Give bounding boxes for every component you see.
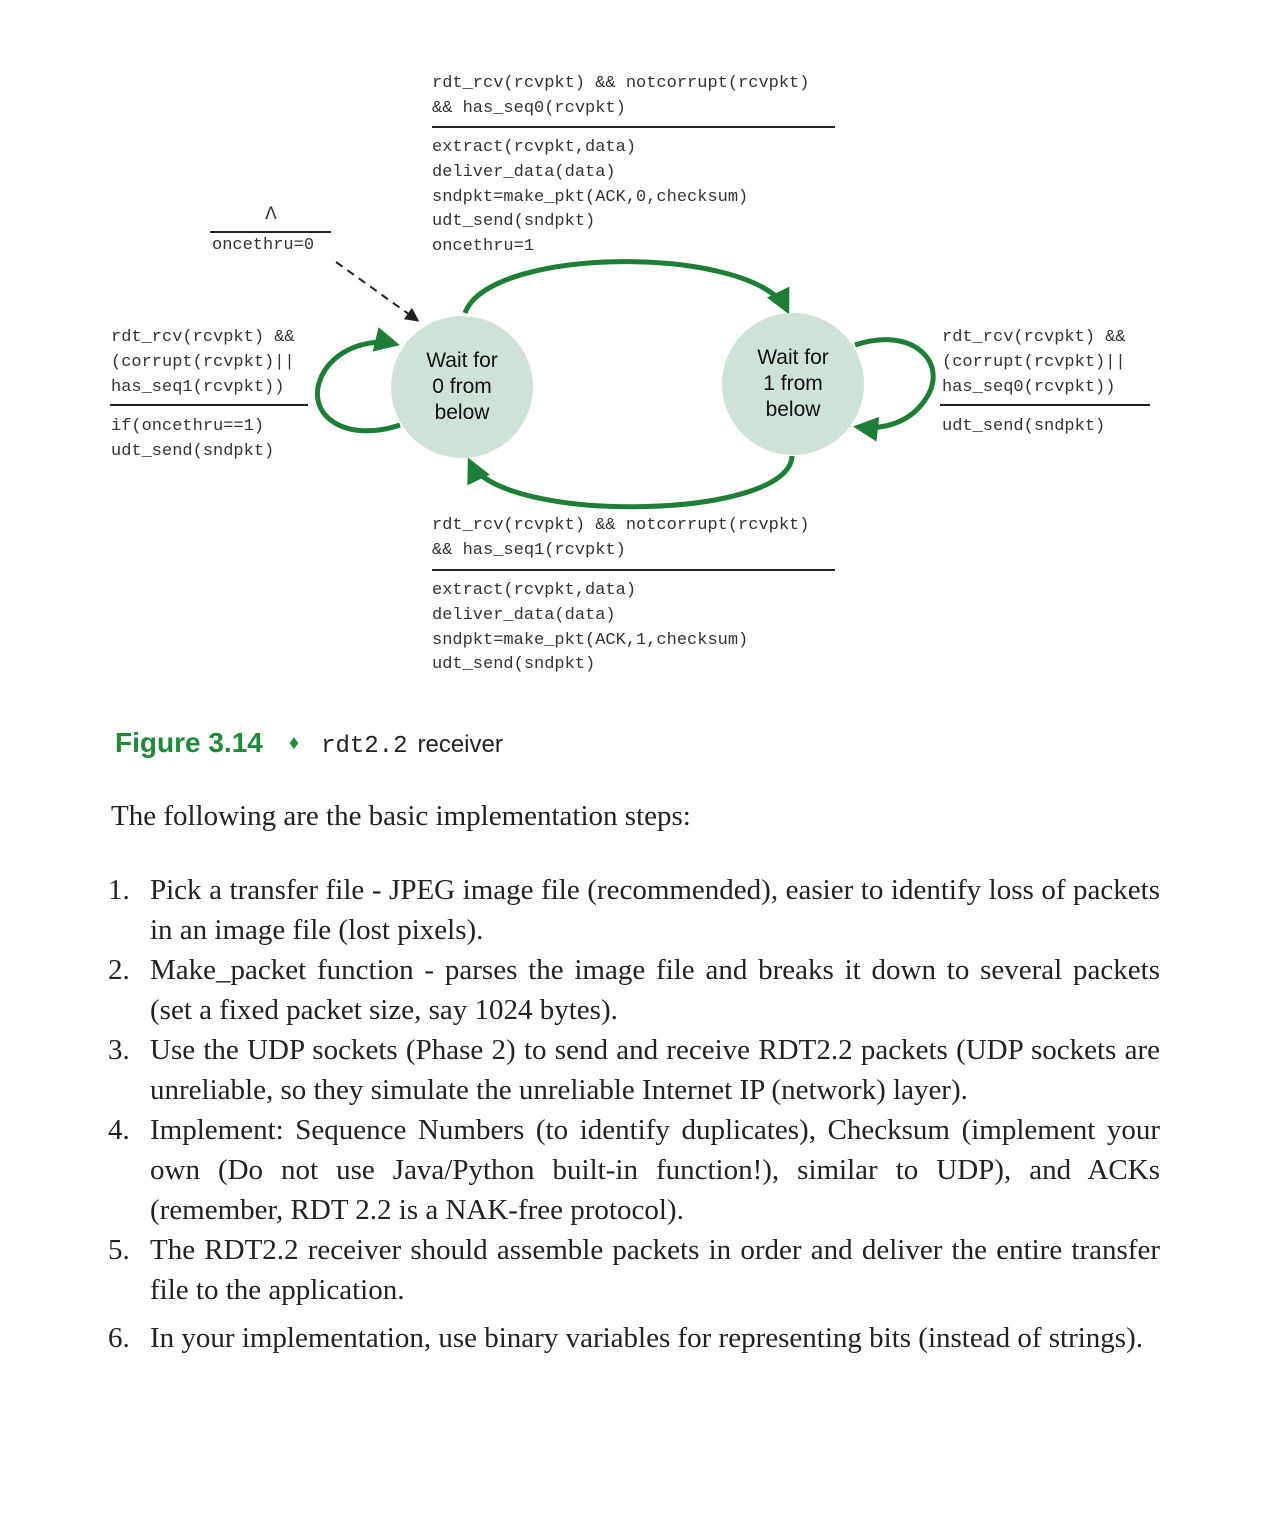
top-event-line-2: && has_seq0(rcvpkt) bbox=[432, 98, 626, 118]
list-item bbox=[108, 1110, 1160, 1230]
top-transition-event bbox=[432, 72, 809, 122]
bottom-transition-rule bbox=[432, 569, 835, 571]
bottom-event-line-2: && has_seq1(rcvpkt) bbox=[432, 540, 626, 560]
bottom-event-line-1: rdt_rcv(rcvpkt) && notcorrupt(rcvpkt) bbox=[432, 516, 810, 535]
list-item-text: Make_packet function - parses the image file and breaks it down to several packets (set a fixed packet size, say 1024 bytes). bbox=[150, 954, 1160, 1026]
list-item-text: Pick a transfer file - JPEG image file (recommended), easier to identify loss of packets in an image file (lost pixels). bbox=[150, 874, 1160, 946]
left-action-line-1: if(oncethru==1) bbox=[111, 417, 265, 436]
bottom-action-line-1: extract(rcvpkt,data) bbox=[432, 581, 637, 600]
bottom-transition-actions bbox=[432, 579, 748, 678]
list-item-text: Use the UDP sockets (Phase 2) to send and receive RDT2.2 packets (UDP sockets are unreliable, so they simulate the unreliable Internet IP (network) layer). bbox=[150, 1034, 1160, 1106]
bottom-action-line-2: deliver_data(data) bbox=[432, 605, 616, 625]
list-item bbox=[108, 1318, 1160, 1358]
list-item-text: Implement: Sequence Numbers (to identify duplicates), Checksum (implement your own (Do not use Java/Python built-in function!), similar to UDP), and ACKs (remember, RDT 2.2 is a NAK-free protocol). bbox=[150, 1114, 1160, 1226]
left-event-line-2: (corrupt(rcvpkt)|| bbox=[111, 352, 295, 372]
initial-action bbox=[212, 234, 314, 259]
initial-state-arrow bbox=[336, 262, 417, 320]
state-0-line-3: below bbox=[434, 401, 490, 424]
lambda-symbol: Λ bbox=[265, 204, 277, 224]
state-0-line-1: Wait for bbox=[426, 349, 498, 372]
top-action-line-3: sndpkt=make_pkt(ACK,0,checksum) bbox=[432, 187, 749, 207]
state-0-line-2: 0 from bbox=[432, 375, 492, 398]
intro-paragraph: The following are the basic implementation steps: bbox=[111, 800, 691, 832]
initial-action-line: oncethru=0 bbox=[212, 236, 315, 255]
figure-number: Figure 3.14 bbox=[115, 727, 263, 758]
right-action-line-1: udt_send(sndpkt) bbox=[942, 417, 1106, 436]
right-event-line-3: has_seq0(rcvpkt)) bbox=[942, 377, 1116, 397]
state-1-line-1: Wait for bbox=[757, 346, 829, 369]
right-self-loop-arrow bbox=[855, 340, 933, 428]
state-1-line-3: below bbox=[765, 398, 821, 421]
right-event-line-1: rdt_rcv(rcvpkt) && bbox=[942, 328, 1126, 347]
list-item bbox=[108, 1030, 1160, 1110]
left-action-line-2: udt_send(sndpkt) bbox=[111, 441, 275, 461]
top-transition-rule bbox=[432, 126, 835, 128]
left-loop-event bbox=[111, 326, 295, 400]
figure-code: rdt2.2 bbox=[321, 733, 408, 760]
initial-event bbox=[212, 204, 330, 224]
bottom-transition-arrow bbox=[470, 456, 792, 507]
list-item-number: 5. bbox=[108, 1234, 130, 1266]
left-loop-actions bbox=[111, 415, 274, 465]
list-item bbox=[108, 1230, 1160, 1310]
figure-caption bbox=[115, 727, 503, 760]
bottom-transition-event bbox=[432, 514, 809, 564]
list-item-number: 1. bbox=[108, 874, 130, 906]
bottom-action-line-4: udt_send(sndpkt) bbox=[432, 655, 596, 675]
top-transition-actions bbox=[432, 136, 748, 260]
implementation-steps-list bbox=[108, 870, 1160, 1358]
right-loop-event bbox=[942, 326, 1126, 400]
top-action-line-5: oncethru=1 bbox=[432, 237, 535, 257]
list-item-number: 2. bbox=[108, 954, 130, 986]
left-event-line-1: rdt_rcv(rcvpkt) && bbox=[111, 328, 295, 347]
list-item-text: The RDT2.2 receiver should assemble packets in order and deliver the entire transfer file to the application. bbox=[150, 1234, 1160, 1306]
left-self-loop-arrow bbox=[317, 342, 400, 431]
list-item-number: 4. bbox=[108, 1114, 130, 1146]
diamond-bullet-icon: ♦ bbox=[288, 732, 300, 754]
top-event-line-1: rdt_rcv(rcvpkt) && notcorrupt(rcvpkt) bbox=[432, 74, 810, 93]
right-loop-actions bbox=[942, 415, 1105, 440]
list-item-number: 6. bbox=[108, 1322, 130, 1354]
figure-title: receiver bbox=[417, 731, 503, 758]
state-1-line-2: 1 from bbox=[763, 372, 823, 395]
state-wait-for-1 bbox=[722, 313, 864, 455]
state-wait-for-0 bbox=[391, 316, 533, 458]
top-action-line-1: extract(rcvpkt,data) bbox=[432, 138, 637, 157]
list-item-number: 3. bbox=[108, 1034, 130, 1066]
top-action-line-2: deliver_data(data) bbox=[432, 162, 616, 182]
list-item bbox=[108, 950, 1160, 1030]
top-transition-arrow bbox=[465, 262, 787, 313]
top-action-line-4: udt_send(sndpkt) bbox=[432, 212, 596, 232]
right-event-line-2: (corrupt(rcvpkt)|| bbox=[942, 352, 1126, 372]
left-loop-rule bbox=[110, 404, 308, 406]
initial-rule bbox=[210, 231, 331, 233]
list-item-text: In your implementation, use binary variables for representing bits (instead of strings). bbox=[150, 1322, 1143, 1354]
list-item bbox=[108, 870, 1160, 950]
left-event-line-3: has_seq1(rcvpkt)) bbox=[111, 377, 285, 397]
bottom-action-line-3: sndpkt=make_pkt(ACK,1,checksum) bbox=[432, 630, 749, 650]
right-loop-rule bbox=[940, 404, 1150, 406]
